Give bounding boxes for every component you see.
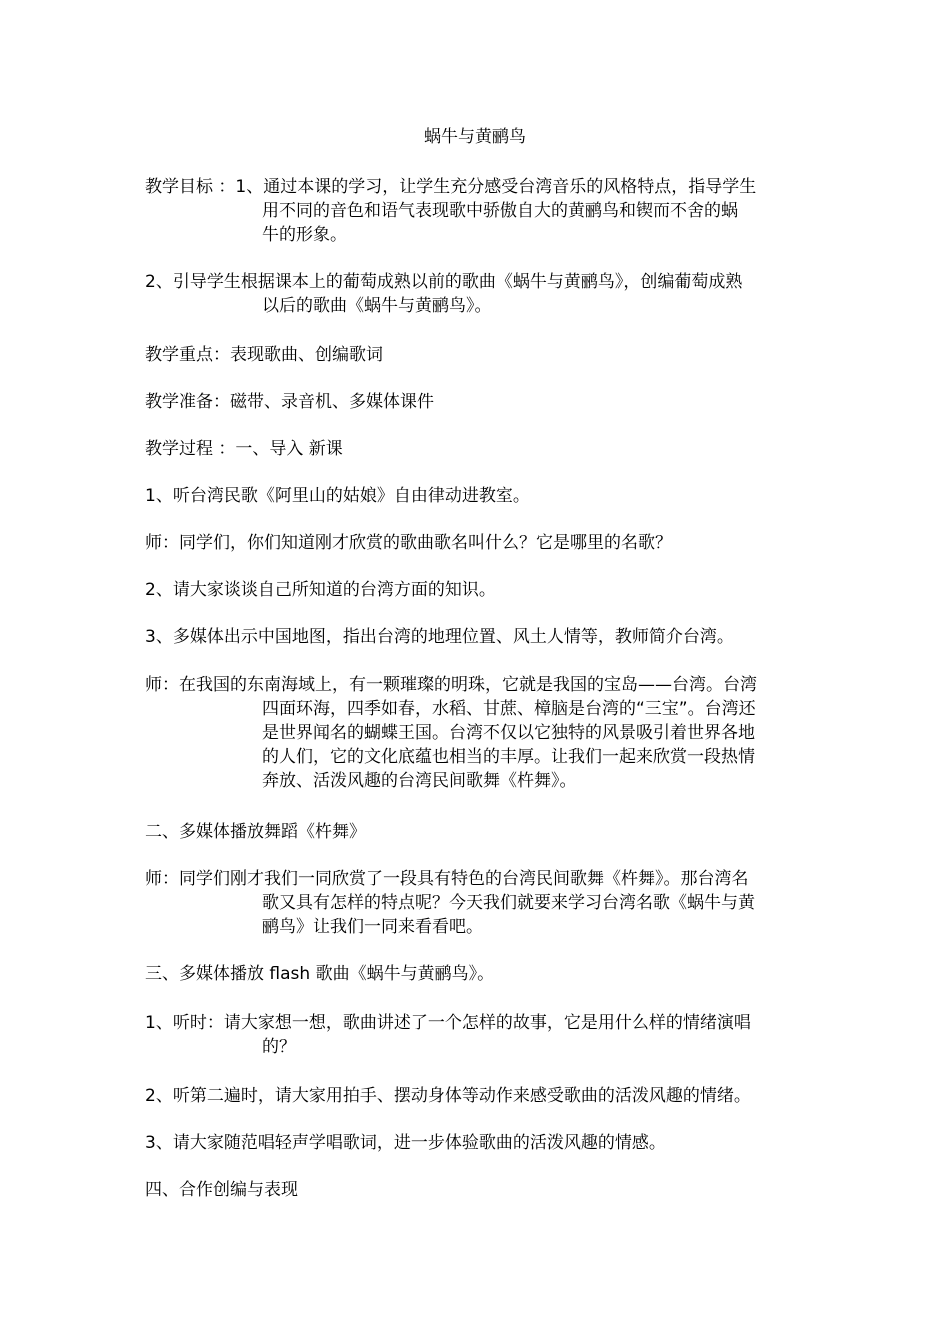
paragraph-teaching-goals: [145, 175, 810, 247]
paragraph-listen-1: [145, 1011, 810, 1059]
paragraph-line: 2、请大家谈谈自己所知道的台湾方面的知识。: [145, 580, 496, 600]
paragraph-line: 教学目标 ：1、通过本课的学习，让学生充分感受台湾音乐的风格特点，指导学生: [145, 177, 757, 197]
paragraph-line: 的？: [262, 1037, 296, 1057]
paragraph-step-2: [145, 578, 810, 602]
paragraph-step-1: [145, 484, 810, 508]
paragraph-teacher-transition: [145, 867, 810, 939]
paragraph-line: 牛的形象。: [262, 225, 347, 245]
paragraph-preparation: [145, 390, 810, 414]
paragraph-teacher-question: [145, 531, 810, 555]
paragraph-line: 师：同学们，你们知道刚才欣赏的歌曲歌名叫什么？它是哪里的名歌？: [145, 533, 672, 553]
paragraph-step-3: [145, 625, 810, 649]
paragraph-line: 1、听时：请大家想一想，歌曲讲述了一个怎样的故事，它是用什么样的情绪演唱: [145, 1013, 751, 1033]
paragraph-section-4: [145, 1178, 810, 1202]
paragraph-section-3: [145, 962, 810, 986]
paragraph-line: 教学准备：磁带、录音机、多媒体课件: [145, 392, 434, 412]
paragraph-line: 师：同学们刚才我们一同欣赏了一段具有特色的台湾民间歌舞《杵舞》。那台湾名: [145, 869, 749, 889]
paragraph-line: 鹂鸟》让我们一同来看看吧。: [262, 917, 483, 937]
paragraph-line: 以后的歌曲《蜗牛与黄鹂鸟》。: [262, 296, 492, 316]
paragraph-listen-2: [145, 1084, 810, 1108]
paragraph-line: 三、多媒体播放 flash 歌曲《蜗牛与黄鹂鸟》。: [145, 964, 495, 984]
paragraph-line: 1、听台湾民歌《阿里山的姑娘》自由律动进教室。: [145, 486, 530, 506]
paragraph-key-points: [145, 343, 810, 367]
paragraph-taiwan-intro: [145, 673, 810, 793]
paragraph-process: [145, 437, 810, 461]
paragraph-line: 歌又具有怎样的特点呢？今天我们就要来学习台湾名歌《蜗牛与黄: [262, 893, 755, 913]
paragraph-line: 是世界闻名的蝴蝶王国。台湾不仅以它独特的风景吸引着世界各地: [262, 723, 755, 743]
paragraph-line: 3、请大家随范唱轻声学唱歌词，进一步体验歌曲的活泼风趣的情感。: [145, 1133, 666, 1153]
paragraph-line: 二、多媒体播放舞蹈《杵舞》: [145, 822, 366, 842]
paragraph-section-2: [145, 820, 810, 844]
paragraph-line: 3、多媒体出示中国地图，指出台湾的地理位置、风土人情等，教师简介台湾。: [145, 627, 734, 647]
paragraph-goal-2: [145, 270, 810, 318]
paragraph-line: 用不同的音色和语气表现歌中骄傲自大的黄鹂鸟和锲而不舍的蜗: [262, 201, 738, 221]
paragraph-line: 师：在我国的东南海域上，有一颗璀璨的明珠，它就是我国的宝岛——台湾。台湾: [145, 675, 757, 695]
document-title: 蜗牛与黄鹂鸟: [424, 127, 526, 147]
paragraph-line: 教学过程 ：一、导入 新课: [145, 439, 343, 459]
paragraph-listen-3: [145, 1131, 810, 1155]
paragraph-line: 2、引导学生根据课本上的葡萄成熟以前的歌曲《蜗牛与黄鹂鸟》，创编葡萄成熟: [145, 272, 743, 292]
paragraph-line: 四、合作创编与表现: [145, 1180, 298, 1200]
paragraph-line: 四面环海，四季如春，水稻、甘蔗、樟脑是台湾的“三宝”。台湾还: [262, 699, 756, 719]
paragraph-line: 奔放、活泼风趣的台湾民间歌舞《杵舞》。: [262, 771, 577, 791]
paragraph-line: 的人们，它的文化底蕴也相当的丰厚。让我们一起来欣赏一段热情: [262, 747, 755, 767]
paragraph-line: 教学重点：表现歌曲、创编歌词: [145, 345, 383, 365]
paragraph-line: 2、听第二遍时，请大家用拍手、摆动身体等动作来感受歌曲的活泼风趣的情绪。: [145, 1086, 751, 1106]
